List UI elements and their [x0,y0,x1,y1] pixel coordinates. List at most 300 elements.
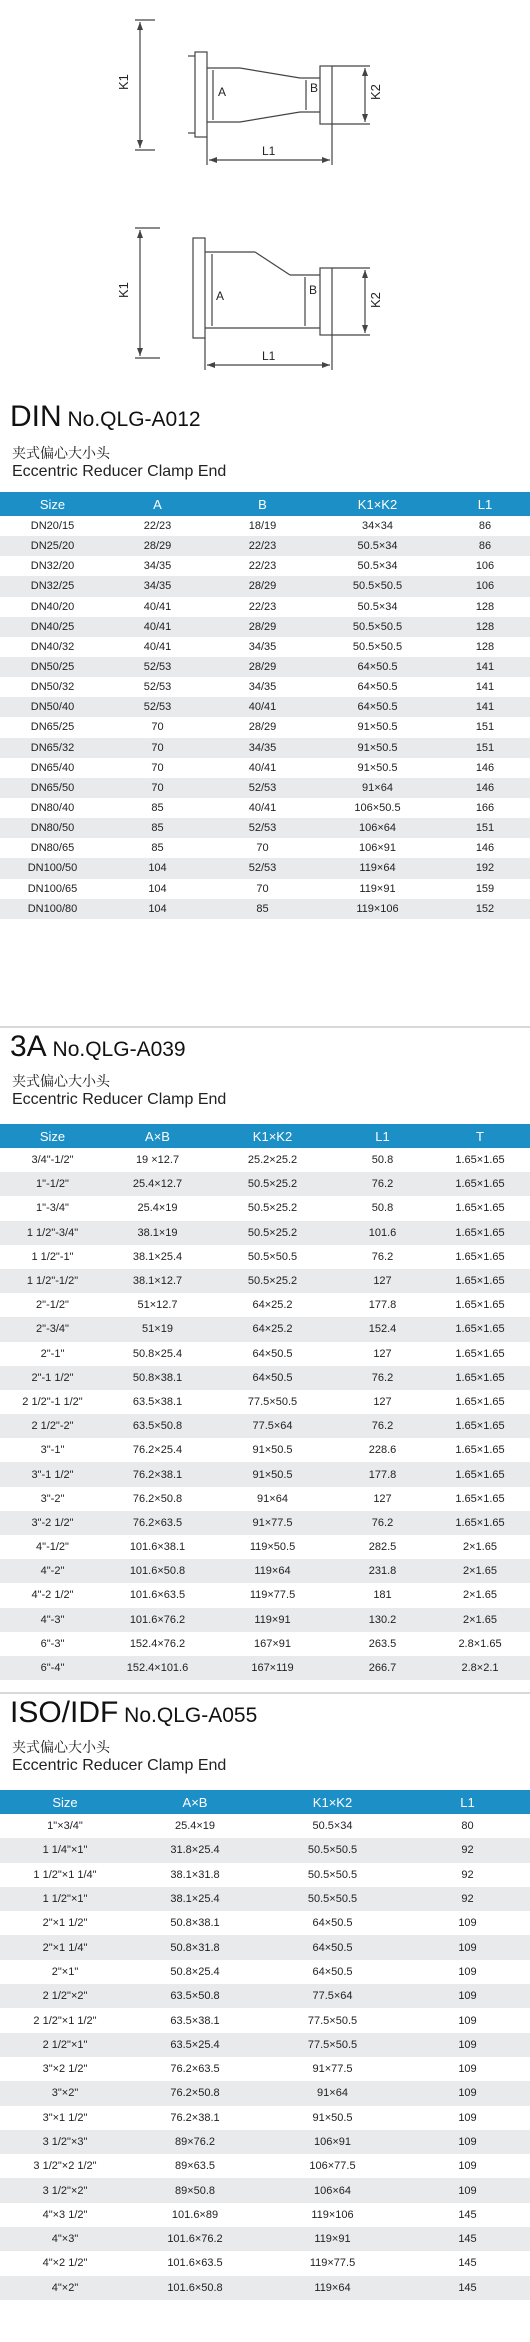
table-row [0,858,530,878]
table-row [0,516,530,536]
table-cell: 104 [148,882,167,895]
a3-table-header [0,1124,530,1148]
table-cell: 91×50.5 [252,1444,293,1457]
table-cell: 106×64 [313,2184,351,2197]
table-cell: 266.7 [368,1662,397,1675]
table-row [0,798,530,818]
table-row [0,2130,530,2154]
reducer-drawing-1-svg [0,0,530,190]
table-cell: 50.5×25.2 [247,1275,298,1288]
a3-chinese-subtitle: 夹式偏心大小头 [12,1074,110,1090]
a3-spec-table [0,1124,530,1680]
table-cell: 63.5×38.1 [132,1395,183,1408]
table-row [0,1911,530,1935]
table-row [0,2008,530,2032]
table-cell: 25.2×25.2 [247,1154,298,1167]
table-cell: DN40/20 [30,600,75,613]
table-cell: 50.8×31.8 [170,1941,220,1954]
iso-table-header [0,1790,530,1814]
table-cell: 151 [475,721,495,734]
section-divider [0,1026,530,1028]
table-row [0,637,530,657]
table-cell: 40/41 [248,802,277,815]
table-cell: 109 [458,1941,477,1954]
table-cell: 2×1.65 [463,1541,497,1554]
table-row [0,1935,530,1959]
a3-title-prefix: 3A [10,1030,47,1063]
table-cell: 28/29 [248,620,277,633]
din-title-prefix: DIN [10,400,62,433]
table-cell: 64×50.5 [312,1917,353,1930]
table-row [0,2106,530,2130]
table-cell: 22/23 [248,540,277,553]
table-cell: 76.2 [371,1420,394,1433]
table-row [0,738,530,758]
table-cell: 2 1/2"×1 1/2" [33,2014,97,2027]
table-cell: 128 [475,620,495,633]
table-cell: 51×12.7 [137,1299,178,1312]
table-cell: DN100/65 [27,882,78,895]
table-cell: 263.5 [368,1637,397,1650]
table-row [0,1172,530,1196]
table-cell: 4"×2 1/2" [42,2257,88,2270]
table-cell: 127 [373,1275,392,1288]
table-cell: 152.4×101.6 [126,1662,189,1675]
table-cell: 119×91 [314,2233,351,2246]
table-cell: 19 ×12.7 [135,1154,180,1167]
table-cell: 64×50.5 [312,1965,353,1978]
din-table-header [0,492,530,516]
table-cell: 146 [475,781,495,794]
table-cell: 77.5×50.5 [307,2014,358,2027]
table-cell: 85 [151,822,164,835]
table-cell: 22/23 [248,560,277,573]
table-row [0,556,530,576]
table-cell: 28/29 [143,540,172,553]
table-cell: 152.4 [368,1323,397,1336]
table-cell: 119×91 [254,1613,291,1626]
table-cell: 6"-4" [40,1662,65,1675]
table-cell: 63.5×50.8 [132,1420,183,1433]
table-cell: 64×25.2 [252,1323,293,1336]
table-cell: 85 [151,802,164,815]
table-row [0,1960,530,1984]
table-cell: 2 1/2"×2" [42,1990,88,2003]
table-cell: 1.65×1.65 [455,1202,505,1215]
table-cell: 4"-2 1/2" [31,1589,74,1602]
table-cell: DN80/65 [30,842,75,855]
table-cell: 91×50.5 [357,721,398,734]
table-cell: 64×50.5 [252,1347,293,1360]
table-cell: 25.4×19 [174,1820,216,1833]
table-cell: 1.65×1.65 [455,1250,505,1263]
table-cell: 119×77.5 [309,2257,356,2270]
table-row [0,617,530,637]
table-cell: 4"-2" [40,1565,65,1578]
table-cell: 2"-1 1/2" [31,1371,74,1384]
table-cell: 64×50.5 [357,701,398,714]
table-cell: 91×50.5 [252,1468,293,1481]
table-cell: 22/23 [143,520,172,533]
table-row [0,1221,530,1245]
table-cell: 2"×1" [51,1965,79,1978]
table-cell: 76.2×50.8 [170,2087,220,2100]
table-cell: 50.5×34 [357,560,398,573]
table-row [0,879,530,899]
table-cell: 119×64 [314,2281,351,2294]
table-cell: 159 [475,882,495,895]
table-cell: 1"-3/4" [36,1202,69,1215]
table-cell: 177.8 [368,1468,397,1481]
table-cell: 167×91 [253,1637,291,1650]
table-cell: 34/35 [248,741,277,754]
table-cell: 63.5×38.1 [170,2014,220,2027]
table-cell: 76.2×38.1 [132,1468,183,1481]
drawing2-k1-label: K1 [116,282,131,298]
table-cell: 89×76.2 [174,2136,216,2148]
table-cell: 76.2×38.1 [170,2111,220,2124]
table-cell: 145 [458,2281,477,2294]
table-cell: 92 [461,1844,474,1857]
table-row [0,2276,530,2300]
table-cell: 89×63.5 [174,2160,216,2173]
table-cell: 86 [478,520,492,533]
table-cell: 70 [151,741,164,754]
table-cell: 145 [458,2257,477,2270]
table-row [0,1438,530,1462]
iso-title-prefix: ISO/IDF [10,1696,119,1729]
table-cell: 50.5×25.2 [247,1226,298,1239]
table-cell: 3"×2" [51,2087,79,2100]
table-row [0,1342,530,1366]
table-cell: 128 [475,640,495,653]
table-row [0,838,530,858]
table-row [0,1838,530,1862]
table-cell: 2"×1 1/4" [42,1941,88,1954]
table-cell: 1.65×1.65 [455,1371,505,1384]
table-row [0,717,530,737]
table-cell: 127 [373,1492,392,1505]
table-cell: 141 [475,681,495,694]
din-english-subtitle: Eccentric Reducer Clamp End [12,463,227,480]
table-cell: 34×34 [362,520,393,533]
table-cell: DN25/20 [30,540,75,553]
table-row [0,1887,530,1911]
table-cell: 50.8×25.4 [170,1965,220,1978]
iso-header-cell: K1×K2 [312,1794,353,1810]
table-cell: 3 1/2"×2" [42,2184,88,2197]
table-cell: 77.5×64 [252,1420,293,1433]
table-cell: 282.5 [368,1541,397,1554]
table-cell: 146 [475,761,495,774]
table-row [0,2154,530,2178]
table-cell: 4"-1/2" [36,1541,69,1554]
table-cell: 3"-1 1/2" [31,1468,74,1481]
table-cell: 70 [151,781,164,794]
table-cell: 76.2 [371,1371,394,1384]
table-cell: 50.8×38.1 [132,1371,183,1384]
table-cell: 28/29 [248,721,277,734]
table-cell: 152.4×76.2 [129,1637,186,1650]
table-cell: 4"×3" [51,2233,79,2246]
table-cell: 109 [458,1965,477,1978]
table-cell: 106×91 [358,842,396,855]
table-cell: 76.2×50.8 [132,1492,183,1505]
table-cell: 119×77.5 [249,1589,296,1602]
table-cell: 38.1×19 [137,1226,178,1239]
table-cell: 91×77.5 [312,2063,353,2076]
iso-header-cell: A×B [182,1794,208,1810]
table-cell: 76.2 [371,1178,394,1191]
table-cell: DN65/25 [30,721,75,734]
table-cell: DN65/50 [30,781,75,794]
table-cell: DN20/15 [30,520,75,533]
table-cell: 130.2 [368,1613,397,1626]
table-row [0,1390,530,1414]
table-cell: 63.5×25.4 [170,2038,220,2051]
table-cell: 50.5×34 [357,600,398,613]
table-cell: 3/4"-1/2" [31,1154,74,1167]
table-cell: 151 [475,741,495,754]
table-cell: 109 [458,1990,477,2003]
table-cell: 86 [478,540,492,553]
table-cell: 76.2×63.5 [170,2063,220,2076]
table-cell: 1 1/2"-3/4" [26,1226,79,1239]
table-cell: 192 [475,862,495,875]
table-cell: 52/53 [248,862,277,875]
table-cell: 91×50.5 [357,761,398,774]
iso-chinese-subtitle: 夹式偏心大小头 [12,1740,110,1756]
din-chinese-subtitle: 夹式偏心大小头 [12,446,110,462]
table-cell: 104 [148,862,167,875]
table-cell: 50.5×25.2 [247,1178,298,1191]
table-cell: 34/35 [143,580,172,593]
table-cell: 141 [475,661,495,674]
table-cell: 166 [475,802,495,815]
a3-header-cell: K1×K2 [252,1128,293,1144]
table-cell: 77.5×64 [312,1990,353,2003]
table-cell: 77.5×50.5 [247,1395,298,1408]
a3-header-cell: A×B [145,1128,170,1144]
table-row [0,2033,530,2057]
drawing2-a-label: A [216,289,225,303]
iso-title-code: No.QLG-A055 [118,1704,258,1727]
table-cell: 119×64 [254,1565,291,1578]
table-cell: 85 [151,842,164,855]
table-cell: 1.65×1.65 [455,1492,505,1505]
table-cell: 38.1×12.7 [132,1275,183,1288]
table-cell: 106 [475,560,495,573]
table-cell: 151 [475,822,495,835]
table-cell: 2 1/2"-2" [31,1420,74,1433]
table-cell: 50.8×38.1 [170,1917,220,1930]
table-cell: 2"-1" [40,1347,65,1360]
table-cell: 50.8×25.4 [132,1347,183,1360]
table-cell: 119×106 [356,902,399,915]
table-cell: 1 1/2"-1/2" [26,1275,79,1288]
table-row [0,1608,530,1632]
table-cell: 28/29 [248,661,277,674]
table-cell: 3 1/2"×2 1/2" [33,2160,97,2173]
table-cell: 1.65×1.65 [455,1178,505,1191]
iso-header-cell: Size [52,1794,78,1810]
table-cell: 145 [458,2208,477,2221]
table-cell: 50.5×25.2 [247,1202,298,1215]
table-cell: 109 [458,2038,477,2051]
table-row [0,677,530,697]
a3-title-code: No.QLG-A039 [46,1038,186,1061]
table-cell: 3"-2" [40,1492,65,1505]
table-cell: 101.6×63.5 [129,1589,186,1602]
table-cell: 28/29 [248,580,277,593]
table-cell: DN100/80 [27,902,78,915]
table-cell: 2×1.65 [463,1589,497,1602]
table-cell: 106×91 [313,2136,351,2148]
table-row [0,1245,530,1269]
table-row [0,1293,530,1317]
table-cell: 50.5×50.5 [352,580,403,593]
a3-header-cell: L1 [375,1128,390,1144]
table-cell: 63.5×50.8 [170,1990,220,2003]
table-cell: 76.2 [371,1516,394,1529]
table-cell: 1.65×1.65 [455,1154,505,1167]
table-cell: DN50/40 [30,701,75,714]
reducer-drawing-2 [0,190,530,375]
table-cell: 64×50.5 [357,681,398,694]
table-cell: 101.6×38.1 [129,1541,186,1554]
table-cell: 92 [461,1868,474,1881]
din-header-cell: Size [39,496,66,512]
table-cell: 3"×1 1/2" [42,2111,88,2124]
table-cell: 6"-3" [40,1637,65,1650]
table-cell: 64×50.5 [312,1941,353,1954]
table-row [0,1487,530,1511]
table-cell: 64×50.5 [357,661,398,674]
table-cell: 3"-1" [40,1444,65,1457]
table-cell: 1"×3/4" [47,1820,83,1833]
table-cell: 70 [256,882,269,895]
table-row [0,1656,530,1680]
table-cell: 50.5×50.5 [352,640,403,653]
table-row [0,1317,530,1341]
table-row [0,1984,530,2008]
table-cell: 31.8×25.4 [170,1844,220,1857]
table-cell: 228.6 [368,1444,397,1457]
table-cell: 50.5×50.5 [307,1893,358,1906]
table-cell: 177.8 [368,1299,397,1312]
reducer-drawing-2-svg [0,190,530,375]
table-cell: DN40/32 [30,640,75,653]
table-cell: 167×119 [251,1662,294,1675]
table-cell: 40/41 [143,620,172,633]
drawing2-b-label: B [309,283,318,297]
table-cell: 109 [458,2160,477,2173]
table-cell: 2.8×1.65 [458,1637,502,1650]
table-cell: 50.8 [371,1154,394,1167]
table-cell: DN80/50 [30,822,75,835]
table-row [0,1148,530,1172]
table-cell: 38.1×25.4 [170,1893,220,1906]
a3-header-cell: Size [39,1128,66,1144]
table-cell: 91×64 [362,781,393,794]
table-cell: 181 [373,1589,392,1602]
table-cell: 50.5×50.5 [352,620,403,633]
table-cell: 2"×1 1/2" [42,1917,88,1930]
table-cell: 3 1/2"×3" [42,2136,88,2148]
din-title-code: No.QLG-A012 [61,408,201,431]
table-cell: 76.2×63.5 [132,1516,183,1529]
table-cell: 52/53 [248,822,277,835]
table-cell: DN32/20 [30,560,75,573]
table-row [0,1632,530,1656]
table-row [0,1196,530,1220]
table-row [0,1462,530,1486]
table-row [0,1535,530,1559]
table-cell: 52/53 [248,781,277,794]
a3-title [10,1030,186,1064]
table-cell: 4"×2" [51,2281,79,2294]
drawing2-l1-label: L1 [262,349,276,363]
table-row [0,597,530,617]
table-cell: 1.65×1.65 [455,1275,505,1288]
table-cell: 1.65×1.65 [455,1444,505,1457]
table-cell: 76.2 [371,1250,394,1263]
drawing1-a-label: A [218,85,227,99]
table-row [0,1559,530,1583]
table-cell: 109 [458,2184,477,2197]
drawing1-k2-label: K2 [368,84,383,100]
iso-english-subtitle: Eccentric Reducer Clamp End [12,1757,227,1774]
table-cell: 101.6×63.5 [167,2257,223,2270]
table-cell: DN40/25 [30,620,75,633]
a3-english-subtitle: Eccentric Reducer Clamp End [12,1091,227,1108]
table-cell: 85 [256,902,269,915]
table-cell: 1.65×1.65 [455,1420,505,1433]
table-cell: 2×1.65 [463,1565,497,1578]
table-row [0,1366,530,1390]
table-cell: DN65/32 [30,741,75,754]
table-cell: DN100/50 [27,862,78,875]
table-cell: 91×77.5 [252,1516,293,1529]
table-row [0,758,530,778]
table-cell: 1.65×1.65 [455,1395,505,1408]
table-cell: DN50/32 [30,681,75,694]
table-cell: 50.5×50.5 [307,1844,358,1857]
table-cell: 1 1/4"×1" [42,1844,88,1857]
table-cell: DN80/40 [30,802,75,815]
table-cell: 50.8 [371,1202,394,1215]
table-cell: 34/35 [248,640,277,653]
table-cell: 91×64 [317,2087,348,2100]
iso-header-cell: L1 [460,1794,475,1810]
table-cell: 1.65×1.65 [455,1226,505,1239]
table-cell: 92 [461,1893,474,1906]
table-cell: 25.4×19 [137,1202,178,1215]
table-row [0,2057,530,2081]
table-cell: 109 [458,2063,477,2076]
table-cell: 1 1/2"×1 1/4" [33,1868,97,1881]
table-cell: 22/23 [248,600,277,613]
table-cell: 101.6 [368,1226,397,1239]
table-cell: 119×64 [359,862,396,875]
table-cell: 109 [458,2014,477,2027]
table-cell: 106×64 [358,822,396,835]
table-cell: 101.6×76.2 [167,2233,223,2246]
table-cell: 2"-1/2" [36,1299,69,1312]
din-header-cell: B [258,496,267,512]
table-cell: 2×1.65 [463,1613,497,1626]
din-spec-table [0,492,530,919]
